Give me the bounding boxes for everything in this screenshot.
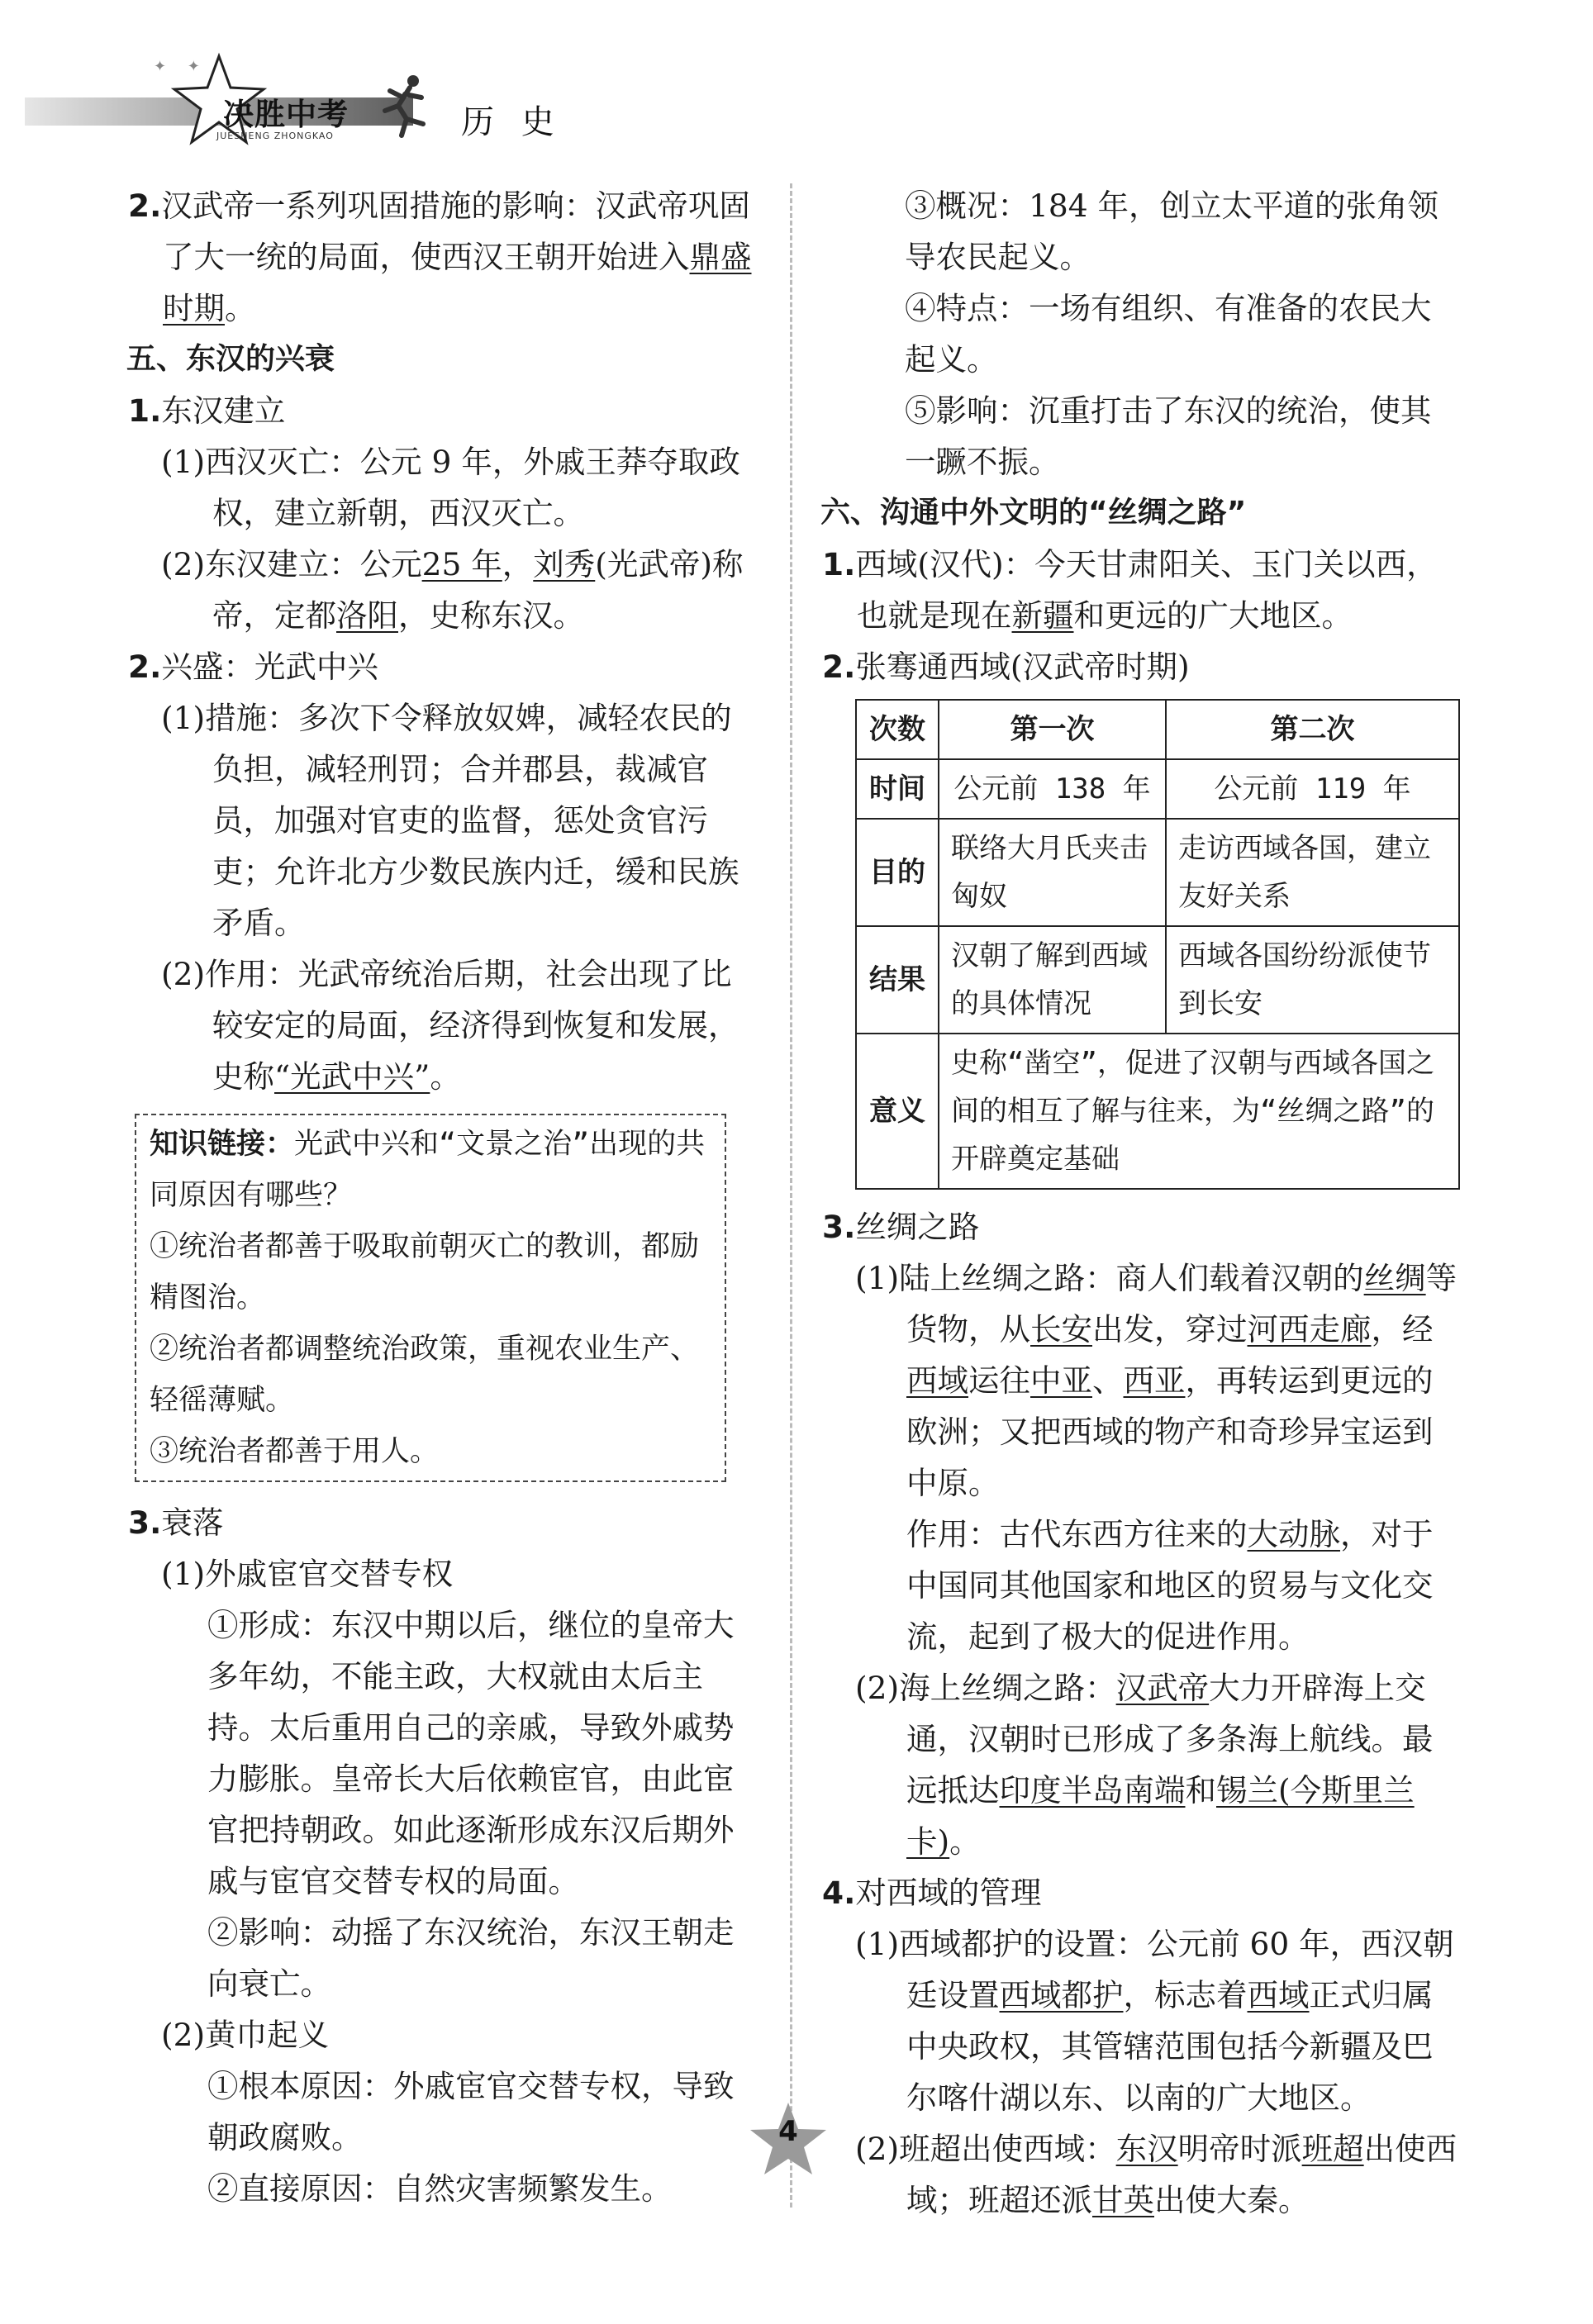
knowledge-link-question: 知识链接：光武中兴和“文景之治”出现的共同原因有哪些？: [150, 1128, 706, 1212]
knowledge-link-box: [135, 1114, 726, 1482]
section-5-heading: 五、东汉的兴衰: [126, 342, 335, 376]
knowledge-link-item: ③统治者都善于用人。: [150, 1435, 440, 1468]
right-column: [822, 180, 1458, 2226]
table-row: [856, 819, 1459, 926]
section-6-heading: 六、沟通中外文明的“丝绸之路”: [820, 496, 1247, 530]
item-1-2: (2)东汉建立：公元25 年，刘秀(光武帝)称帝，定都洛阳，史称东汉。: [161, 546, 744, 634]
heading-1-founding: 1.东汉建立: [128, 392, 286, 429]
item-impact: ⑤影响：沉重打击了东汉的统治，使其一蹶不振。: [905, 392, 1432, 480]
table-row: [856, 926, 1459, 1034]
item-3-1: (1)外戚宦官交替专权: [161, 1556, 454, 1592]
item-3-2: (2)黄巾起义: [161, 2017, 330, 2053]
item-1-1: (1)西汉灭亡：公元 9 年，外戚王莽夺取政权，建立新朝，西汉灭亡。: [161, 444, 740, 531]
row-label-goal: 目的: [856, 819, 939, 926]
item-2-1: (1)措施：多次下令释放奴婢，减轻农民的负担，减轻刑罚；合并郡县，裁减官员，加强对官吏的监督，惩处贪官污吏；允许北方少数民族内迁，缓和民族矛盾。: [161, 700, 739, 941]
western-regions-protector: (1)西域都护的设置：公元前 60 年，西汉朝廷设置西域都护，标志着西域正式归属中央政权，其管辖范围包括今新疆及巴尔喀什湖以东、以南的广大地区。: [855, 1926, 1454, 2116]
ban-chao-mission: (2)班超出使西域：东汉明帝时派班超出使西域；班超还派甘英出使大秦。: [855, 2131, 1457, 2218]
item-3-2-b: ②直接原因：自然灾害频繁发生。: [207, 2170, 673, 2207]
item-3-1-b: ②影响：动摇了东汉统治，东汉王朝走向衰亡。: [207, 1914, 735, 2002]
table-header-cell: 第二次: [1166, 700, 1459, 759]
item-features: ④特点：一场有组织、有准备的农民大起义。: [905, 290, 1432, 378]
header-stars-decoration: ✦ ✦: [154, 58, 208, 75]
item-2-influence: 2.汉武帝一系列巩固措施的影响：汉武帝巩固了大一统的局面，使西汉王朝开始进入鼎盛时期。: [128, 188, 752, 326]
table-cell: 联络大月氏夹击匈奴: [939, 819, 1166, 926]
table-cell: 走访西域各国，建立友好关系: [1166, 819, 1459, 926]
knowledge-link-item: ①统治者都善于吸取前朝灭亡的教训，都励精图治。: [150, 1230, 700, 1314]
heading-2-prosperity: 2.兴盛：光武中兴: [128, 649, 378, 685]
table-cell: 西域各国纷纷派使节到长安: [1166, 926, 1459, 1034]
page-number: 4: [778, 2115, 798, 2148]
heading-3-decline: 3.衰落: [128, 1504, 224, 1541]
brand-pinyin: JUESHENG ZHONGKAO: [216, 131, 334, 141]
table-row: [856, 759, 1459, 819]
knowledge-link-item: ②统治者都调整统治政策，重视农业生产、轻徭薄赋。: [150, 1333, 700, 1417]
table-header-cell: 第一次: [939, 700, 1166, 759]
row-label-time: 时间: [856, 759, 939, 819]
sea-silk-road: (2)海上丝绸之路：汉武帝大力开辟海上交通，汉朝时已形成了多条海上航线。最远抵达印度半岛南端和锡兰(今斯里兰卡)。: [855, 1670, 1434, 1860]
table-cell: 汉朝了解到西域的具体情况: [939, 926, 1166, 1034]
table-row: [856, 1034, 1459, 1189]
column-divider: [790, 183, 792, 2208]
land-silk-road: (1)陆上丝绸之路：商人们载着汉朝的丝绸等货物，从长安出发，穿过河西走廊，经西域运往中亚、西亚，再转运到更远的欧洲；又把西域的物产和奇珍异宝运到中原。: [855, 1260, 1457, 1501]
table-cell: 史称“凿空”，促进了汉朝与西域各国之间的相互了解与往来，为“丝绸之路”的开辟奠定基础: [939, 1034, 1459, 1189]
item-3-2-a: ①根本原因：外戚宦官交替专权，导致朝政腐败。: [207, 2068, 735, 2155]
brand-title: 决胜中考: [223, 97, 349, 132]
item-3-1-a: ①形成：东汉中期以后，继位的皇帝大多年幼，不能主政，大权就由太后主持。太后重用自己的亲戚，导致外戚势力膨胀。皇帝长大后依赖宦官，由此宦官把持朝政。如此逐渐形成东汉后期外戚与宦官交替专权的局面。: [207, 1607, 735, 1899]
item-2-2: (2)作用：光武帝统治后期，社会出现了比较安定的局面，经济得到恢复和发展，史称“光武中兴”。: [161, 956, 739, 1095]
table-row: [856, 700, 1459, 759]
table-header-cell: 次数: [856, 700, 939, 759]
item-overview: ③概况：184 年，创立太平道的张角领导农民起义。: [905, 188, 1438, 275]
left-column: [128, 180, 756, 2214]
silk-item-2: 2.张骞通西域(汉武帝时期): [822, 649, 1190, 685]
silk-item-1: 1.西域(汉代)：今天甘肃阳关、玉门关以西，也就是现在新疆和更远的广大地区。: [822, 546, 1438, 634]
zhang-qian-table: [855, 699, 1460, 1190]
row-label-meaning: 意义: [856, 1034, 939, 1189]
silk-item-4: 4.对西域的管理: [822, 1875, 1042, 1911]
table-cell: 公元前 138 年: [939, 759, 1166, 819]
row-label-result: 结果: [856, 926, 939, 1034]
table-cell: 公元前 119 年: [1166, 759, 1459, 819]
silk-item-3: 3.丝绸之路: [822, 1209, 980, 1245]
runner-icon: [373, 73, 433, 139]
land-silk-road-role: 作用：古代东西方往来的大动脉，对于中国同其他国家和地区的贸易与文化交流，起到了极大的促进作用。: [906, 1516, 1434, 1655]
subject-title: 历 史: [461, 103, 563, 141]
